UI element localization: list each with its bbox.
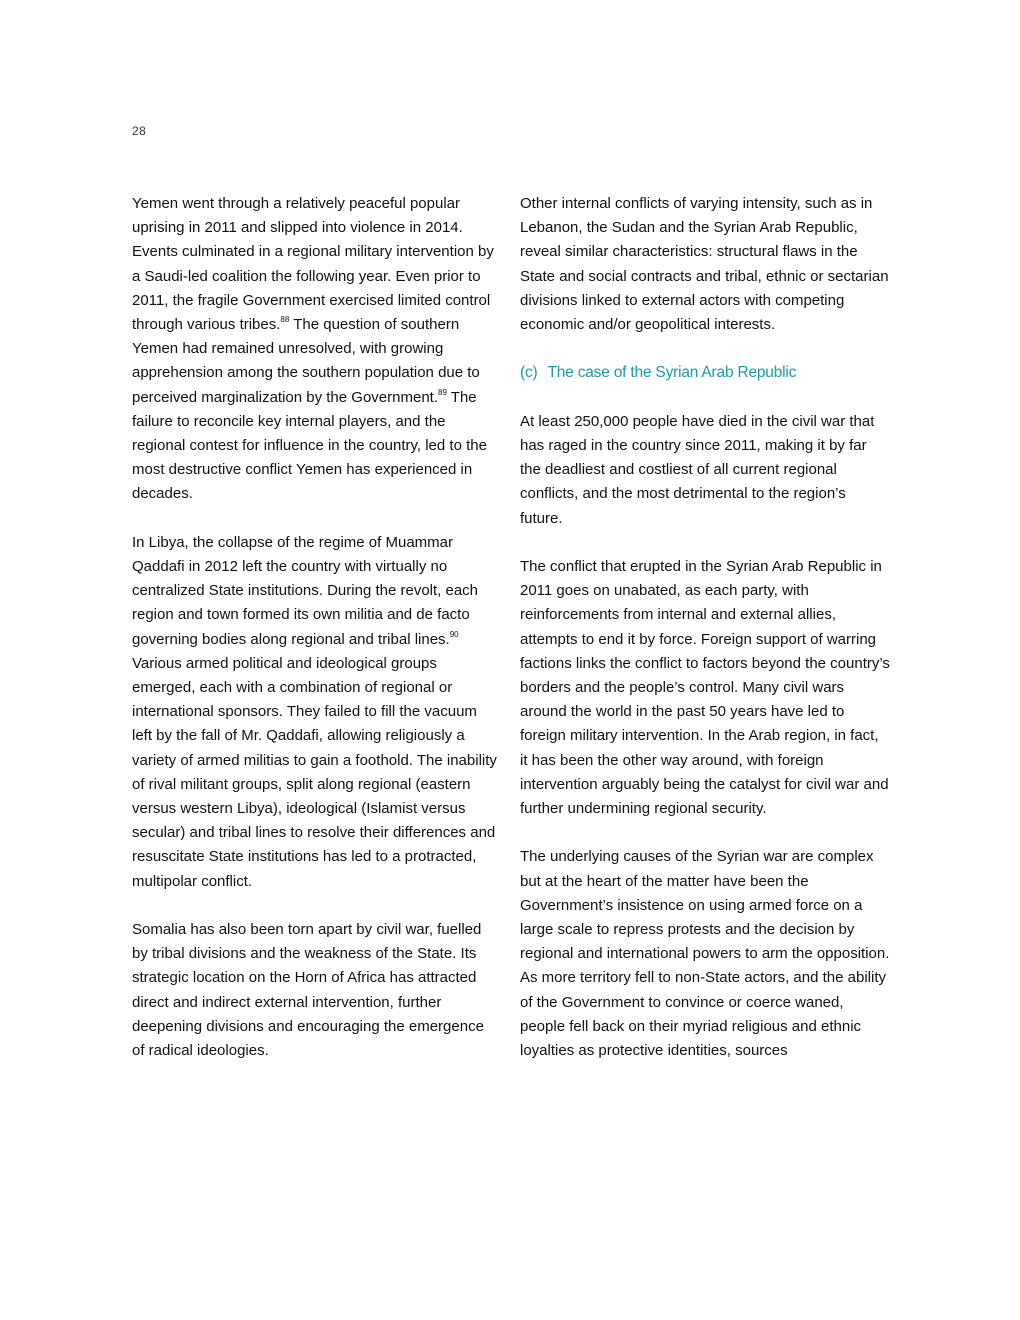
paragraph-libya [132,531,500,894]
left-column [132,192,500,1087]
text-run: The failure to reconcile key internal players, and the regional contest for influence in the country, led to the most destructive conflict Yemen has experienced in decades. [132,388,487,503]
paragraph-other-conflicts: Other internal conflicts of varying intensity, such as in Lebanon, the Sudan and the Syrian Arab Republic, reveal similar characteristics: structural flaws in the State and social contracts and tribal, ethnic or sectarian divisions linked to external actors with competing economic and/or geopolitical interests. [520,195,889,334]
text-run: Yemen went through a relatively peaceful popular uprising in 2011 and slipped into violence in 2014. Events culminated in a regional military intervention by a Saudi-led coalition the following year. Even prior to 2011, the fragile Government exercised limited control through various tribes. [132,195,494,334]
paragraph-death-toll: At least 250,000 people have died in the civil war that has raged in the country since 2011, making it by far the deadliest and costliest of all current regional conflicts, and the most detrimental to the region’s future. [520,412,875,527]
paragraph-conflict-erupted: The conflict that erupted in the Syrian Arab Republic in 2011 goes on unabated, as each party, with reinforcements from internal and external allies, attempts to end it by force. Foreign support of warring factions links the conflict to factors beyond the country’s borders and the people’s control. Many civil wars around the world in the past 50 years have led to foreign military intervention. In the Arab region, in fact, it has been the other way around, with foreign intervention arguably being the catalyst for civil war and further undermining regional security. [520,558,890,818]
paragraph-somalia: Somalia has also been torn apart by civil war, fuelled by tribal divisions and the weakness of the State. Its strategic location on the Horn of Africa has attracted direct and indirect external intervention, further deepening divisions and encouraging the emergence of radical ideologies. [132,921,484,1060]
text-run: The question of southern Yemen had remained unresolved, with growing apprehension among the southern population due to perceived marginalization by the Government. [132,316,480,406]
text-run: In Libya, the collapse of the regime of Muammar Qaddafi in 2012 left the country with virtually no centralized State institutions. During the revolt, each region and town formed its own militia and de facto governing bodies along regional and tribal lines. [132,533,479,648]
page-number: 28 [132,124,147,138]
footnote-ref[interactable]: 89 [438,387,447,397]
text-run: Various armed political and ideological groups emerged, each with a combination of regional or international sponsors. They failed to fill the vacuum left by the fall of Mr. Qaddafi, allowing religiously a variety of armed militias to gain a foothold. The inability of rival militant groups, split along regional (eastern versus western Libya), ideological (Islamist versus secular) and tribal lines to resolve their differences and resuscitate State institutions has led to a protracted, multipolar conflict. [132,654,497,890]
section-title: The case of the Syrian Arab Republic [547,364,797,382]
section-marker: (c) [520,364,538,382]
paragraph-underlying-causes: The underlying causes of the Syrian war are complex but at the heart of the matter have been the Government’s insistence on using armed force on a large scale to repress protests and the decision by regional and international powers to arm the opposition. As more territory fell to non-State actors, and the ability of the Government to convince or coerce waned, people fell back on their myriad religious and ethnic loyalties as protective identities, sources [520,848,890,1060]
right-column [520,192,890,1087]
section-heading [520,361,890,385]
paragraph-yemen [132,192,500,507]
footnote-ref[interactable]: 90 [449,629,459,639]
footnote-ref[interactable]: 88 [280,315,290,325]
